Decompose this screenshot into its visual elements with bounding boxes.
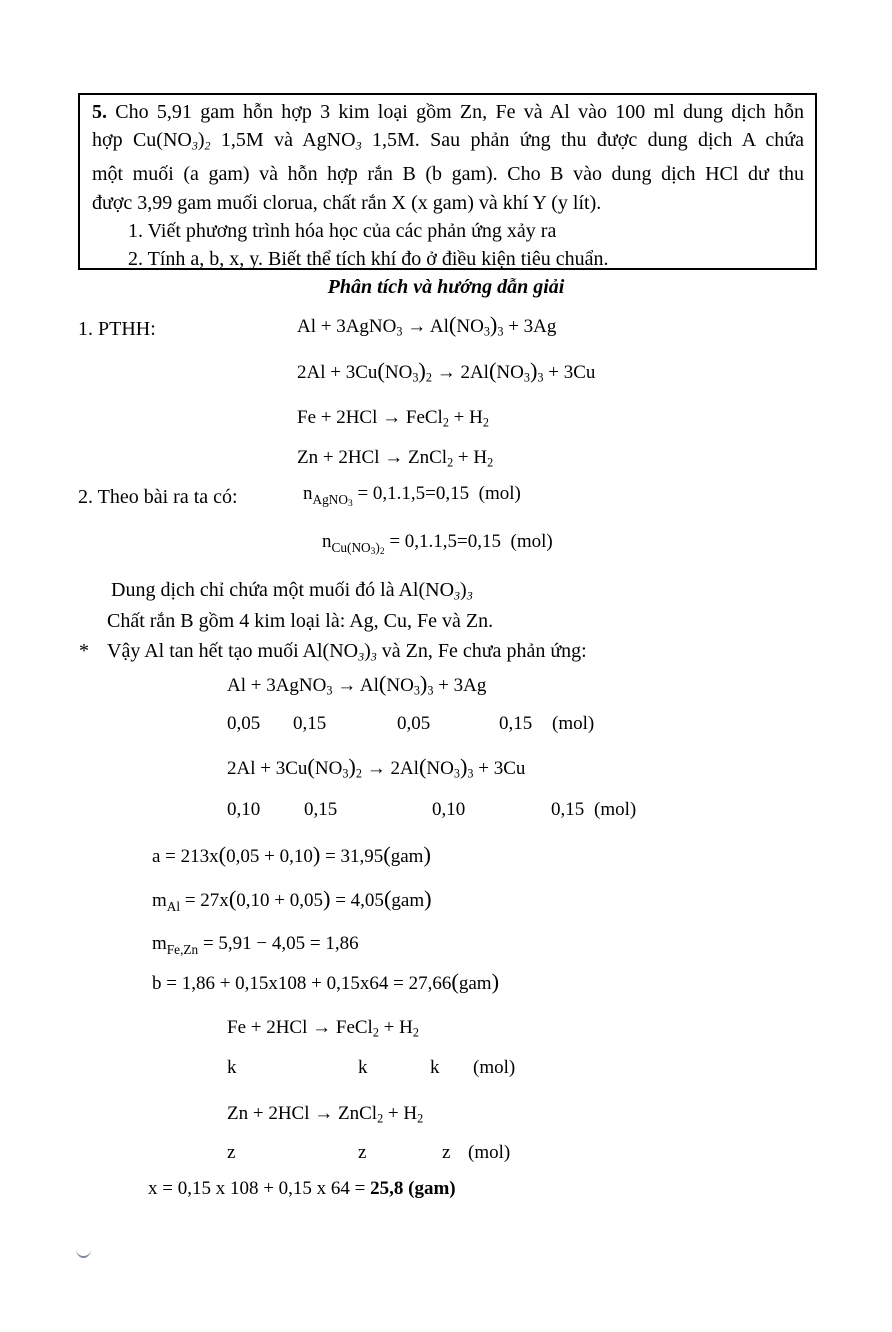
text-segment: ): [375, 540, 380, 556]
text-segment: 3: [537, 370, 544, 385]
equation-fe-hcl: [297, 405, 489, 435]
text-segment: ): [459, 754, 468, 779]
mol-values-row-1: [227, 711, 594, 737]
text-segment: ): [424, 886, 432, 911]
text-segment: 25,8 (gam): [370, 1178, 456, 1199]
text-segment: 3: [358, 649, 365, 664]
stoichiometry-value: k: [227, 1057, 237, 1078]
text-segment: 1,5M. Sau phản ứng thu được dung dịch A chứa: [361, 129, 805, 152]
text-segment: Cho 5,91 gam hỗn hợp 3 kim loại gồm Zn, Fe và Al vào 100 ml dung dịch hỗn: [107, 101, 804, 123]
text-segment: và Zn, Fe chưa phản ứng:: [376, 640, 587, 662]
text-segment: (: [418, 754, 427, 779]
text-segment: = 31,95: [320, 846, 384, 867]
text-segment: (: [218, 842, 227, 867]
text-segment: 2: [417, 1111, 424, 1126]
text-segment: 2. Tính a, b, x, y. Biết thể tích khí đo ở điều kiện tiêu chuẩn.: [128, 248, 609, 271]
text-segment: + 3Cu: [543, 362, 596, 383]
text-segment: ): [197, 129, 205, 152]
text-segment: 3: [467, 766, 474, 781]
text-segment: n: [322, 531, 332, 552]
text-segment: gam: [458, 973, 492, 994]
equation-al-cuno3: [297, 358, 595, 390]
equation-zn-hcl-z: [227, 1101, 423, 1131]
text-segment: 3: [191, 138, 198, 153]
text-segment: = 0,1.1,5=0,15 (mol): [352, 483, 521, 504]
stoichiometry-value: k: [358, 1057, 368, 1078]
stoichiometry-value: z: [442, 1142, 451, 1163]
text-segment: + H: [378, 1017, 413, 1038]
stoichiometry-value: z: [227, 1142, 236, 1163]
text-segment: NO: [386, 675, 414, 696]
problem-line: [92, 126, 804, 160]
text-segment: = 4,05: [330, 890, 384, 911]
text-segment: b = 1,86 + 0,15x108 + 0,15x64 = 27,66: [152, 973, 452, 994]
text-segment: + 3Cu: [473, 758, 526, 779]
stoichiometry-value: k: [430, 1057, 440, 1078]
text-segment: 2: [204, 138, 211, 153]
text-segment: Al: [166, 899, 181, 915]
equation-al-agno3-with-mol: [227, 671, 486, 703]
stray-curve-mark: [76, 1249, 91, 1258]
stoichiometry-value: (mol): [594, 799, 637, 820]
text-segment: (: [228, 886, 237, 911]
text-segment: (: [307, 754, 315, 779]
text-segment: 3: [454, 588, 461, 603]
problem-line: [92, 189, 804, 217]
stoichiometry-value: 0,15: [499, 713, 533, 734]
stoichiometry-value: 0,15: [551, 799, 585, 820]
text-segment: NO: [384, 362, 413, 383]
stoichiometry-value: (mol): [468, 1142, 511, 1163]
text-segment: (: [383, 842, 391, 867]
text-segment: Al + 3AgNO: [227, 675, 327, 696]
text-segment: 3: [347, 498, 353, 509]
mol-cuno3-line: [322, 529, 553, 565]
text-segment: 3: [412, 370, 419, 385]
text-segment: ): [529, 358, 538, 383]
text-segment: 3: [342, 766, 349, 781]
text-segment: = 27x: [180, 890, 229, 911]
text-segment: ): [418, 358, 426, 383]
text-segment: Dung dịch chỉ chứa một muối đó là Al(NO: [111, 579, 455, 601]
text-segment: ): [419, 671, 428, 696]
text-segment: 3: [427, 683, 434, 698]
mol-values-row-2: [227, 797, 636, 823]
text-segment: 2: [377, 1111, 384, 1126]
problem-statement-box: [78, 93, 817, 270]
text-segment: AgNO: [312, 492, 348, 508]
stoichiometry-value: (mol): [552, 713, 595, 734]
text-segment: (: [451, 969, 459, 994]
text-segment: ): [323, 886, 331, 911]
text-segment: NO: [426, 758, 454, 779]
problem-question-2: [92, 245, 804, 273]
calc-a: [152, 842, 431, 870]
text-segment: (: [383, 886, 392, 911]
text-segment: m: [152, 933, 167, 954]
text-segment: một muối (a gam) và hỗn hợp rắn B (b gam). Cho B vào dung dịch HCl dư thu: [92, 163, 804, 186]
text-segment: 1,5M và AgNO: [210, 129, 356, 152]
bullet-star: *: [79, 640, 89, 662]
text-segment: (: [448, 312, 457, 337]
text-segment: → 2Al: [431, 362, 489, 383]
text-segment: 2: [482, 415, 489, 430]
stoichiometry-value: 0,15: [304, 799, 338, 820]
text-segment: 2Al + 3Cu: [297, 362, 378, 383]
k-values-row: [227, 1055, 515, 1081]
text-segment: hợp Cu(NO: [92, 129, 192, 152]
text-segment: (: [488, 358, 497, 383]
text-segment: (: [377, 358, 385, 383]
mol-agno3-line: [303, 481, 521, 517]
text-segment: (: [378, 671, 387, 696]
text-segment: 3: [413, 683, 420, 698]
text-segment: m: [152, 890, 167, 911]
text-segment: 3: [370, 546, 376, 557]
equation-al-agno3: [297, 312, 556, 344]
text-segment: + 3Ag: [503, 316, 557, 337]
text-segment: + 3Ag: [433, 675, 487, 696]
text-segment: 3: [466, 588, 473, 603]
text-segment: → Al: [332, 675, 379, 696]
text-segment: n: [303, 483, 313, 504]
text-segment: + H: [448, 407, 483, 428]
equation-al-cuno3-with-mol: [227, 754, 525, 786]
text-segment: + H: [383, 1103, 418, 1124]
text-segment: 3: [326, 683, 333, 698]
text-segment: 3: [355, 138, 362, 153]
text-segment: NO: [456, 316, 484, 337]
z-values-row: [227, 1140, 510, 1166]
text-segment: gam: [391, 890, 425, 911]
text-segment: 2: [487, 455, 494, 470]
text-segment: x = 0,15 x 108 + 0,15 x 64 =: [148, 1178, 371, 1199]
stoichiometry-value: 0,05: [227, 713, 261, 734]
problem-question-1: [92, 217, 804, 245]
text-segment: Al + 3AgNO: [297, 316, 397, 337]
text-segment: NO: [314, 758, 343, 779]
equation-zn-hcl: [297, 445, 493, 475]
text-segment: 3: [497, 324, 504, 339]
given-data-label: 2. Theo bài ra ta có:: [78, 486, 238, 508]
text-segment: 2: [412, 1025, 419, 1040]
text-segment: 3: [396, 324, 403, 339]
text-segment: được 3,99 gam muối clorua, chất rắn X (x gam) và khí Y (y lít).: [92, 191, 602, 214]
text-segment: 2: [355, 766, 362, 781]
text-segment: ): [489, 312, 498, 337]
text-segment: Fe + 2HCl → FeCl: [297, 407, 443, 428]
text-segment: 2Al + 3Cu: [227, 758, 308, 779]
problem-line: [92, 160, 804, 188]
text-segment: 1. Viết phương trình hóa học của các phản ứng xảy ra: [128, 219, 557, 242]
calc-m-al: [152, 886, 432, 920]
text-segment: = 0,1.1,5=0,15 (mol): [384, 531, 553, 552]
text-segment: 2: [447, 455, 454, 470]
text-segment: ): [460, 579, 467, 601]
text-segment: Zn + 2HCl → ZnCl: [297, 447, 448, 468]
text-segment: Fe,Zn: [166, 942, 199, 958]
stoichiometry-value: 0,10: [432, 799, 466, 820]
text-segment: 2: [425, 370, 432, 385]
stoichiometry-value: 0,05: [397, 713, 431, 734]
text-segment: NO: [496, 362, 524, 383]
text-segment: + H: [453, 447, 488, 468]
text-segment: 2: [442, 415, 449, 430]
text-segment: ): [348, 754, 356, 779]
note-al-dissolved: [107, 638, 587, 669]
text-segment: 3: [453, 766, 460, 781]
text-segment: ): [491, 969, 500, 994]
text-segment: gam: [390, 846, 424, 867]
text-segment: 2: [372, 1025, 379, 1040]
text-segment: Fe + 2HCl → FeCl: [227, 1017, 373, 1038]
text-segment: 3: [370, 649, 377, 664]
text-segment: 3: [523, 370, 530, 385]
text-segment: ): [423, 842, 431, 867]
text-segment: → 2Al: [361, 758, 419, 779]
stoichiometry-value: z: [358, 1142, 367, 1163]
text-segment: Zn + 2HCl → ZnCl: [227, 1103, 378, 1124]
stoichiometry-value: 0,10: [227, 799, 261, 820]
pthh-label: 1. PTHH:: [78, 318, 156, 340]
section-heading: Phân tích và hướng dẫn giải: [327, 276, 565, 298]
text-segment: 3: [483, 324, 490, 339]
problem-line: [92, 98, 804, 126]
calc-b: [152, 969, 499, 997]
note-single-salt: [111, 577, 473, 608]
text-segment: 0,05 + 0,10: [226, 846, 313, 867]
text-segment: Chất rắn B gồm 4 kim loại là: Ag, Cu, Fe và Zn.: [107, 610, 494, 632]
text-segment: = 5,91 − 4,05 = 1,86: [198, 933, 359, 954]
calc-m-fe-zn: [152, 931, 359, 963]
text-segment: 0,10 + 0,05: [236, 890, 323, 911]
text-segment: Cu(NO: [331, 540, 371, 556]
equation-fe-hcl-k: [227, 1015, 419, 1045]
text-segment: Vậy Al tan hết tạo muối Al(NO: [107, 640, 359, 662]
text-segment: → Al: [402, 316, 449, 337]
text-segment: 2: [379, 546, 385, 557]
calc-x-result: [148, 1176, 456, 1202]
text-segment: 5.: [92, 101, 107, 123]
stoichiometry-value: (mol): [473, 1057, 516, 1078]
note-solid-b: [107, 608, 493, 634]
text-segment: ): [364, 640, 371, 662]
stoichiometry-value: 0,15: [293, 713, 327, 734]
text-segment: a = 213x: [152, 846, 219, 867]
text-segment: ): [312, 842, 321, 867]
